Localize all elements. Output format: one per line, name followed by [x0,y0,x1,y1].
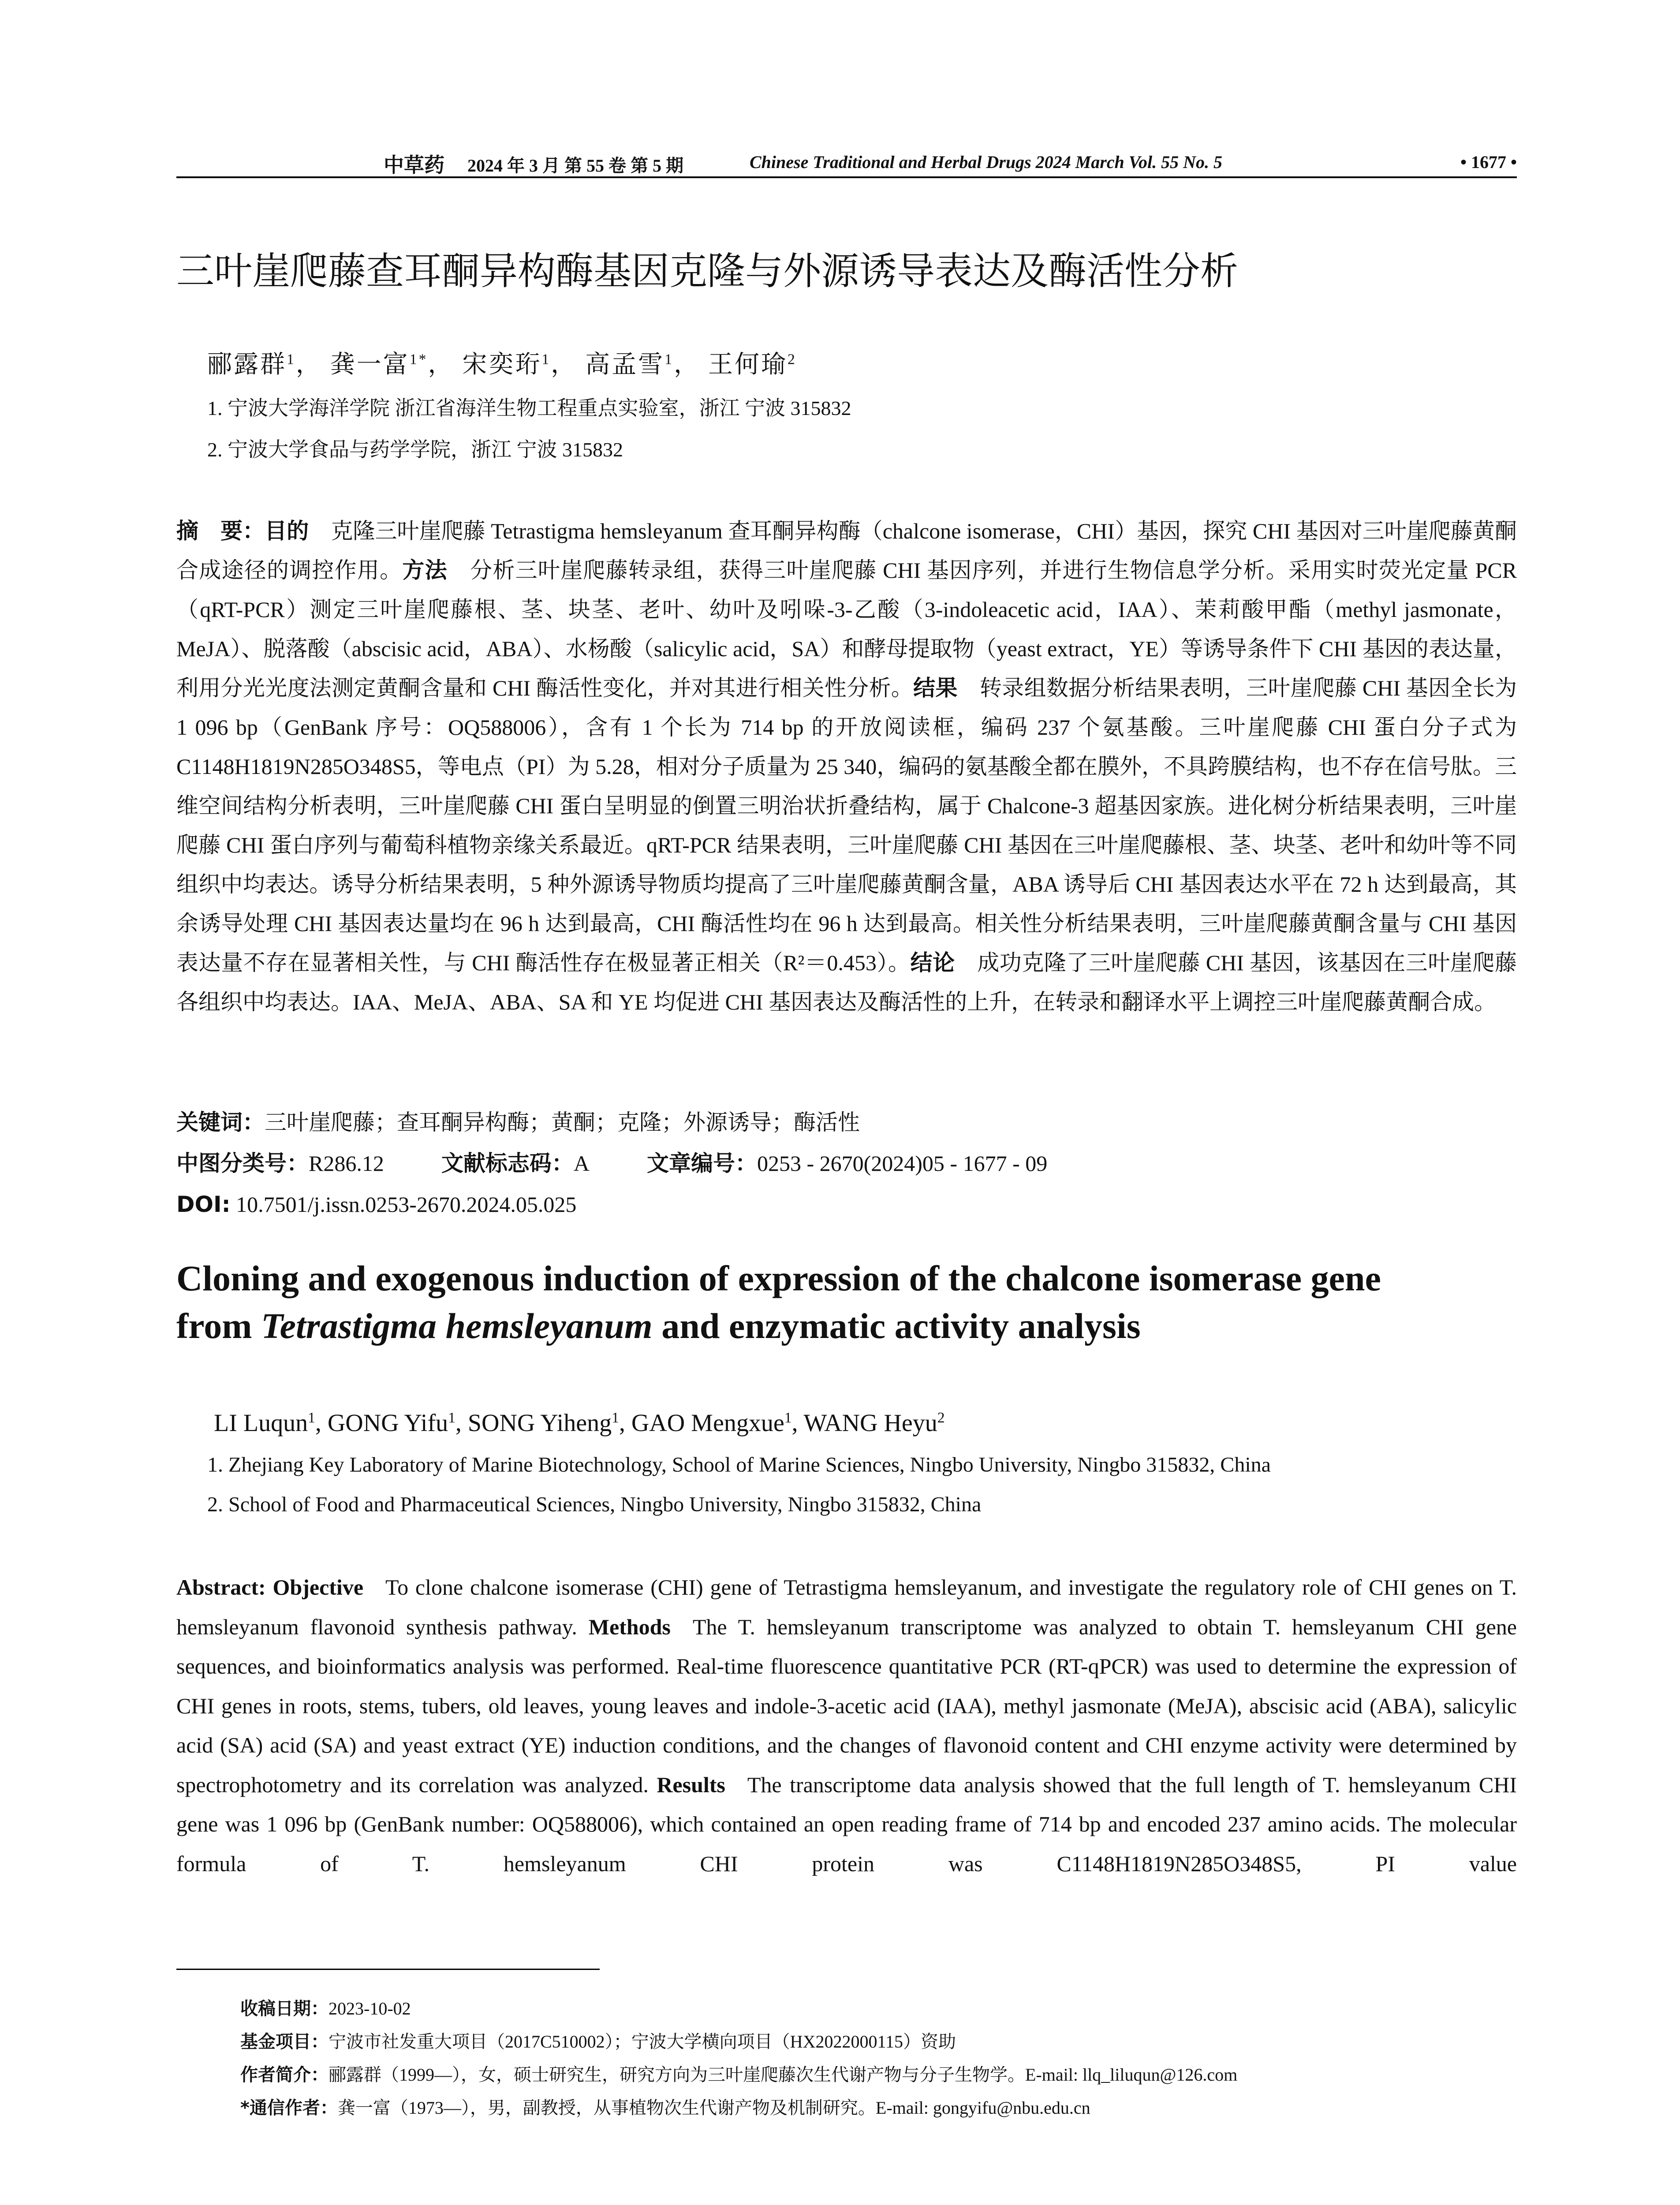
footnote-author-bio: 作者简介：郦露群（1999—），女，硕士研究生，研究方向为三叶崖爬藤次生代谢产物与分子生物学。E-mail: llq_liluqun@126.com [240,2065,1238,2085]
affiliation-en-2: 2. School of Food and Pharmaceutical Sciences, Ningbo University, Ningbo 315832, China [207,1493,982,1516]
author-en: SONG Yiheng$^1$ [467,1409,619,1437]
affiliation-en-1: 1. Zhejiang Key Laboratory of Marine Biotechnology, School of Marine Sciences, Ningbo University, Ningbo 315832, China [207,1453,1271,1476]
header-rule [176,176,1517,178]
title-en-line-1: Cloning and exogenous induction of expression of the chalcone isomerase gene [176,1258,1381,1298]
footnote-corresponding: *通信作者：龚一富（1973—），男，副教授，从事植物次生代谢产物及机制研究。E-mail: gongyifu@nbu.edu.cn [240,2098,1090,2118]
author-cn: 郦露群$^1$ [207,351,296,378]
author-en: GAO Mengxue$^1$ [631,1409,792,1437]
abstract-en-label: Abstract: Objective [176,1575,364,1600]
keywords [176,1107,1517,1138]
page-number: • 1677 • [1460,152,1517,172]
conclusion-label-cn: 结论 [910,950,955,975]
methods-label-en: Methods [588,1614,671,1639]
journal-logo: 中草药 [384,154,444,176]
author-en: WANG Heyu$^2$ [803,1409,945,1437]
species-name: Tetrastigma hemsleyanum [261,1306,653,1346]
abstract-en [176,1568,1517,1884]
author-cn: 宋奕珩$^1$ [462,351,551,378]
affiliation-cn-1: 1. 宁波大学海洋学院 浙江省海洋生物工程重点实验室，浙江 宁波 315832 [207,397,851,419]
objective-label-cn: 目的 [265,518,309,544]
author-cn: 龚一富$^{1*}$ [330,351,428,378]
classification-info [176,1148,1517,1179]
objective-text-cn: 克隆三叶崖爬藤 Tetrastigma hemsleyanum 查耳酮异构酶（chalcone isomerase，CHI）基因，探究 CHI 基因对三叶崖爬藤黄酮合成途径的调控作用。 [176,519,1517,583]
methods-text-cn: 分析三叶崖爬藤转录组，获得三叶崖爬藤 CHI 基因序列，并进行生物信息学分析。采用实时荧光定量 PCR（qRT-PCR）测定三叶崖爬藤根、茎、块茎、老叶、幼叶及吲哚-3-乙酸（3-indoleacetic acid，IAA）、茉莉酸甲酯（methyl jasmonate，MeJA）、脱落酸（abscisic acid，ABA）、水杨酸（salicylic acid，SA）和酵母提取物（yeast extract，YE）等诱导条件下 CHI 基因的表达量，利用分光光度法测定黄酮含量和 CHI 酶活性变化，并对其进行相关性分析。 [176,558,1517,700]
results-text-en: The transcriptome data analysis showed that the full length of T. hemsleyanum CHI gene was 1 096 bp (GenBank number: OQ588006), which contained an open reading frame of 714 bp and encoded 237 amino acids. The molecular formula of T. hemsleyanum CHI protein was C1148H1819N285O348S5, PI value [176,1772,1517,1876]
footnote-rule [176,1969,600,1970]
author-cn: 王何瑜$^2$ [708,351,797,378]
clc-value: R286.12 [309,1151,384,1176]
methods-text-en: The T. hemsleyanum transcriptome was analyzed to obtain T. hemsleyanum CHI gene sequences, and bioinformatics analysis was performed. Real-time fluorescence quantitative PCR (RT-qPCR) was used to determine the expression of CHI genes in roots, stems, tubers, old leaves, young leaves and indole-3-acetic acid (IAA), methyl jasmonate (MeJA), abscisic acid (ABA), salicylic acid (SA) acid (SA) and yeast extract (YE) induction conditions, and the changes of flavonoid content and CHI enzyme activity were determined by spectrophotometry and its correlation was analyzed. [176,1614,1517,1797]
authors-cn: 郦露群$^1$， 龚一富$^{1*}$， 宋奕珩$^1$， 高孟雪$^1$， 王何瑜$^2$ [207,351,797,378]
footnote-funding: 基金项目：宁波市社发重大项目（2017C510002）；宁波大学横向项目（HX2022000115）资助 [240,2032,956,2052]
keywords-label: 关键词： [176,1110,265,1135]
methods-label-cn: 方法 [402,557,448,583]
doi [176,1189,1517,1220]
title-en [176,1255,1517,1350]
results-text-cn: 转录组数据分析结果表明，三叶崖爬藤 CHI 基因全长为 1 096 bp（GenBank 序号：OQ588006），含有 1 个长为 714 bp 的开放阅读框，编码 237 个氨基酸。三叶崖爬藤 CHI 蛋白分子式为 C1148H1819N285O348S5，等电点（PI）为 5.28，相对分子质量为 25 340，编码的氨基酸全都在膜外，不具跨膜结构，也不存在信号肽。三维空间结构分析表明，三叶崖爬藤 CHI 蛋白呈明显的倒置三明治状折叠结构，属于 Chalcone-3 超基因家族。进化树分析结果表明，三叶崖爬藤 CHI 蛋白序列与葡萄科植物亲缘关系最近。qRT-PCR 结果表明，三叶崖爬藤 CHI 基因在三叶崖爬藤根、茎、块茎、老叶和幼叶等不同组织中均表达。诱导分析结果表明，5 种外源诱导物质均提高了三叶崖爬藤黄酮含量，ABA 诱导后 CHI 基因表达水平在 72 h 达到最高，其余诱导处理 CHI 基因表达量均在 96 h 达到最高，CHI 酶活性均在 96 h 达到最高。相关性分析结果表明，三叶崖爬藤黄酮含量与 CHI 基因表达量不存在显著相关性，与 CHI 酶活性存在极显著正相关（R²＝0.453）。 [176,676,1517,975]
running-header [176,144,1517,175]
doi-value: 10.7501/j.issn.0253-2670.2024.05.025 [236,1192,577,1217]
doc-code-value: A [573,1151,590,1176]
conclusion-text-cn: 成功克隆了三叶崖爬藤 CHI 基因，该基因在三叶崖爬藤各组织中均表达。IAA、MeJA、ABA、SA 和 YE 均促进 CHI 基因表达及酶活性的上升，在转录和翻译水平上调控三叶崖爬藤黄酮合成。 [176,950,1517,1014]
title-cn: 三叶崖爬藤查耳酮异构酶基因克隆与外源诱导表达及酶活性分析 [176,249,1238,293]
article-no-label: 文章编号： [646,1151,757,1176]
title-en-line-2: from Tetrastigma hemsleyanum and enzymatic activity analysis [176,1306,1141,1346]
doi-label: DOI: [176,1192,231,1217]
abstract-cn-label: 摘 要： [176,518,265,544]
author-cn: 高孟雪$^1$ [585,351,674,378]
affiliation-cn-2: 2. 宁波大学食品与药学学院，浙江 宁波 315832 [207,438,623,461]
authors-en: LI Luqun$^1$, GONG Yifu$^1$, SONG Yiheng$^1$, GAO Mengxue$^1$, WANG Heyu$^2$ [214,1409,945,1437]
author-en: GONG Yifu$^1$ [327,1409,455,1437]
clc-label: 中图分类号： [176,1151,309,1176]
abstract-cn [176,512,1517,1022]
issue-cn: 2024 年 3 月 第 55 卷 第 5 期 [467,156,683,176]
results-label-en: Results [657,1772,725,1797]
results-label-cn: 结果 [913,675,958,701]
article-no-value: 0253 - 2670(2024)05 - 1677 - 09 [757,1151,1048,1176]
footnote-received: 收稿日期：2023-10-02 [240,1999,411,2019]
objective-text-en: To clone chalcone isomerase (CHI) gene of Tetrastigma hemsleyanum, and investigate the regulatory role of CHI genes on T. hemsleyanum flavonoid synthesis pathway. [176,1575,1517,1639]
author-en: LI Luqun$^1$ [214,1409,315,1437]
doc-code-label: 文献标志码： [441,1151,574,1176]
keywords-value: 三叶崖爬藤；查耳酮异构酶；黄酮；克隆；外源诱导；酶活性 [265,1110,860,1135]
issue-en: Chinese Traditional and Herbal Drugs 2024 March Vol. 55 No. 5 [750,152,1223,172]
